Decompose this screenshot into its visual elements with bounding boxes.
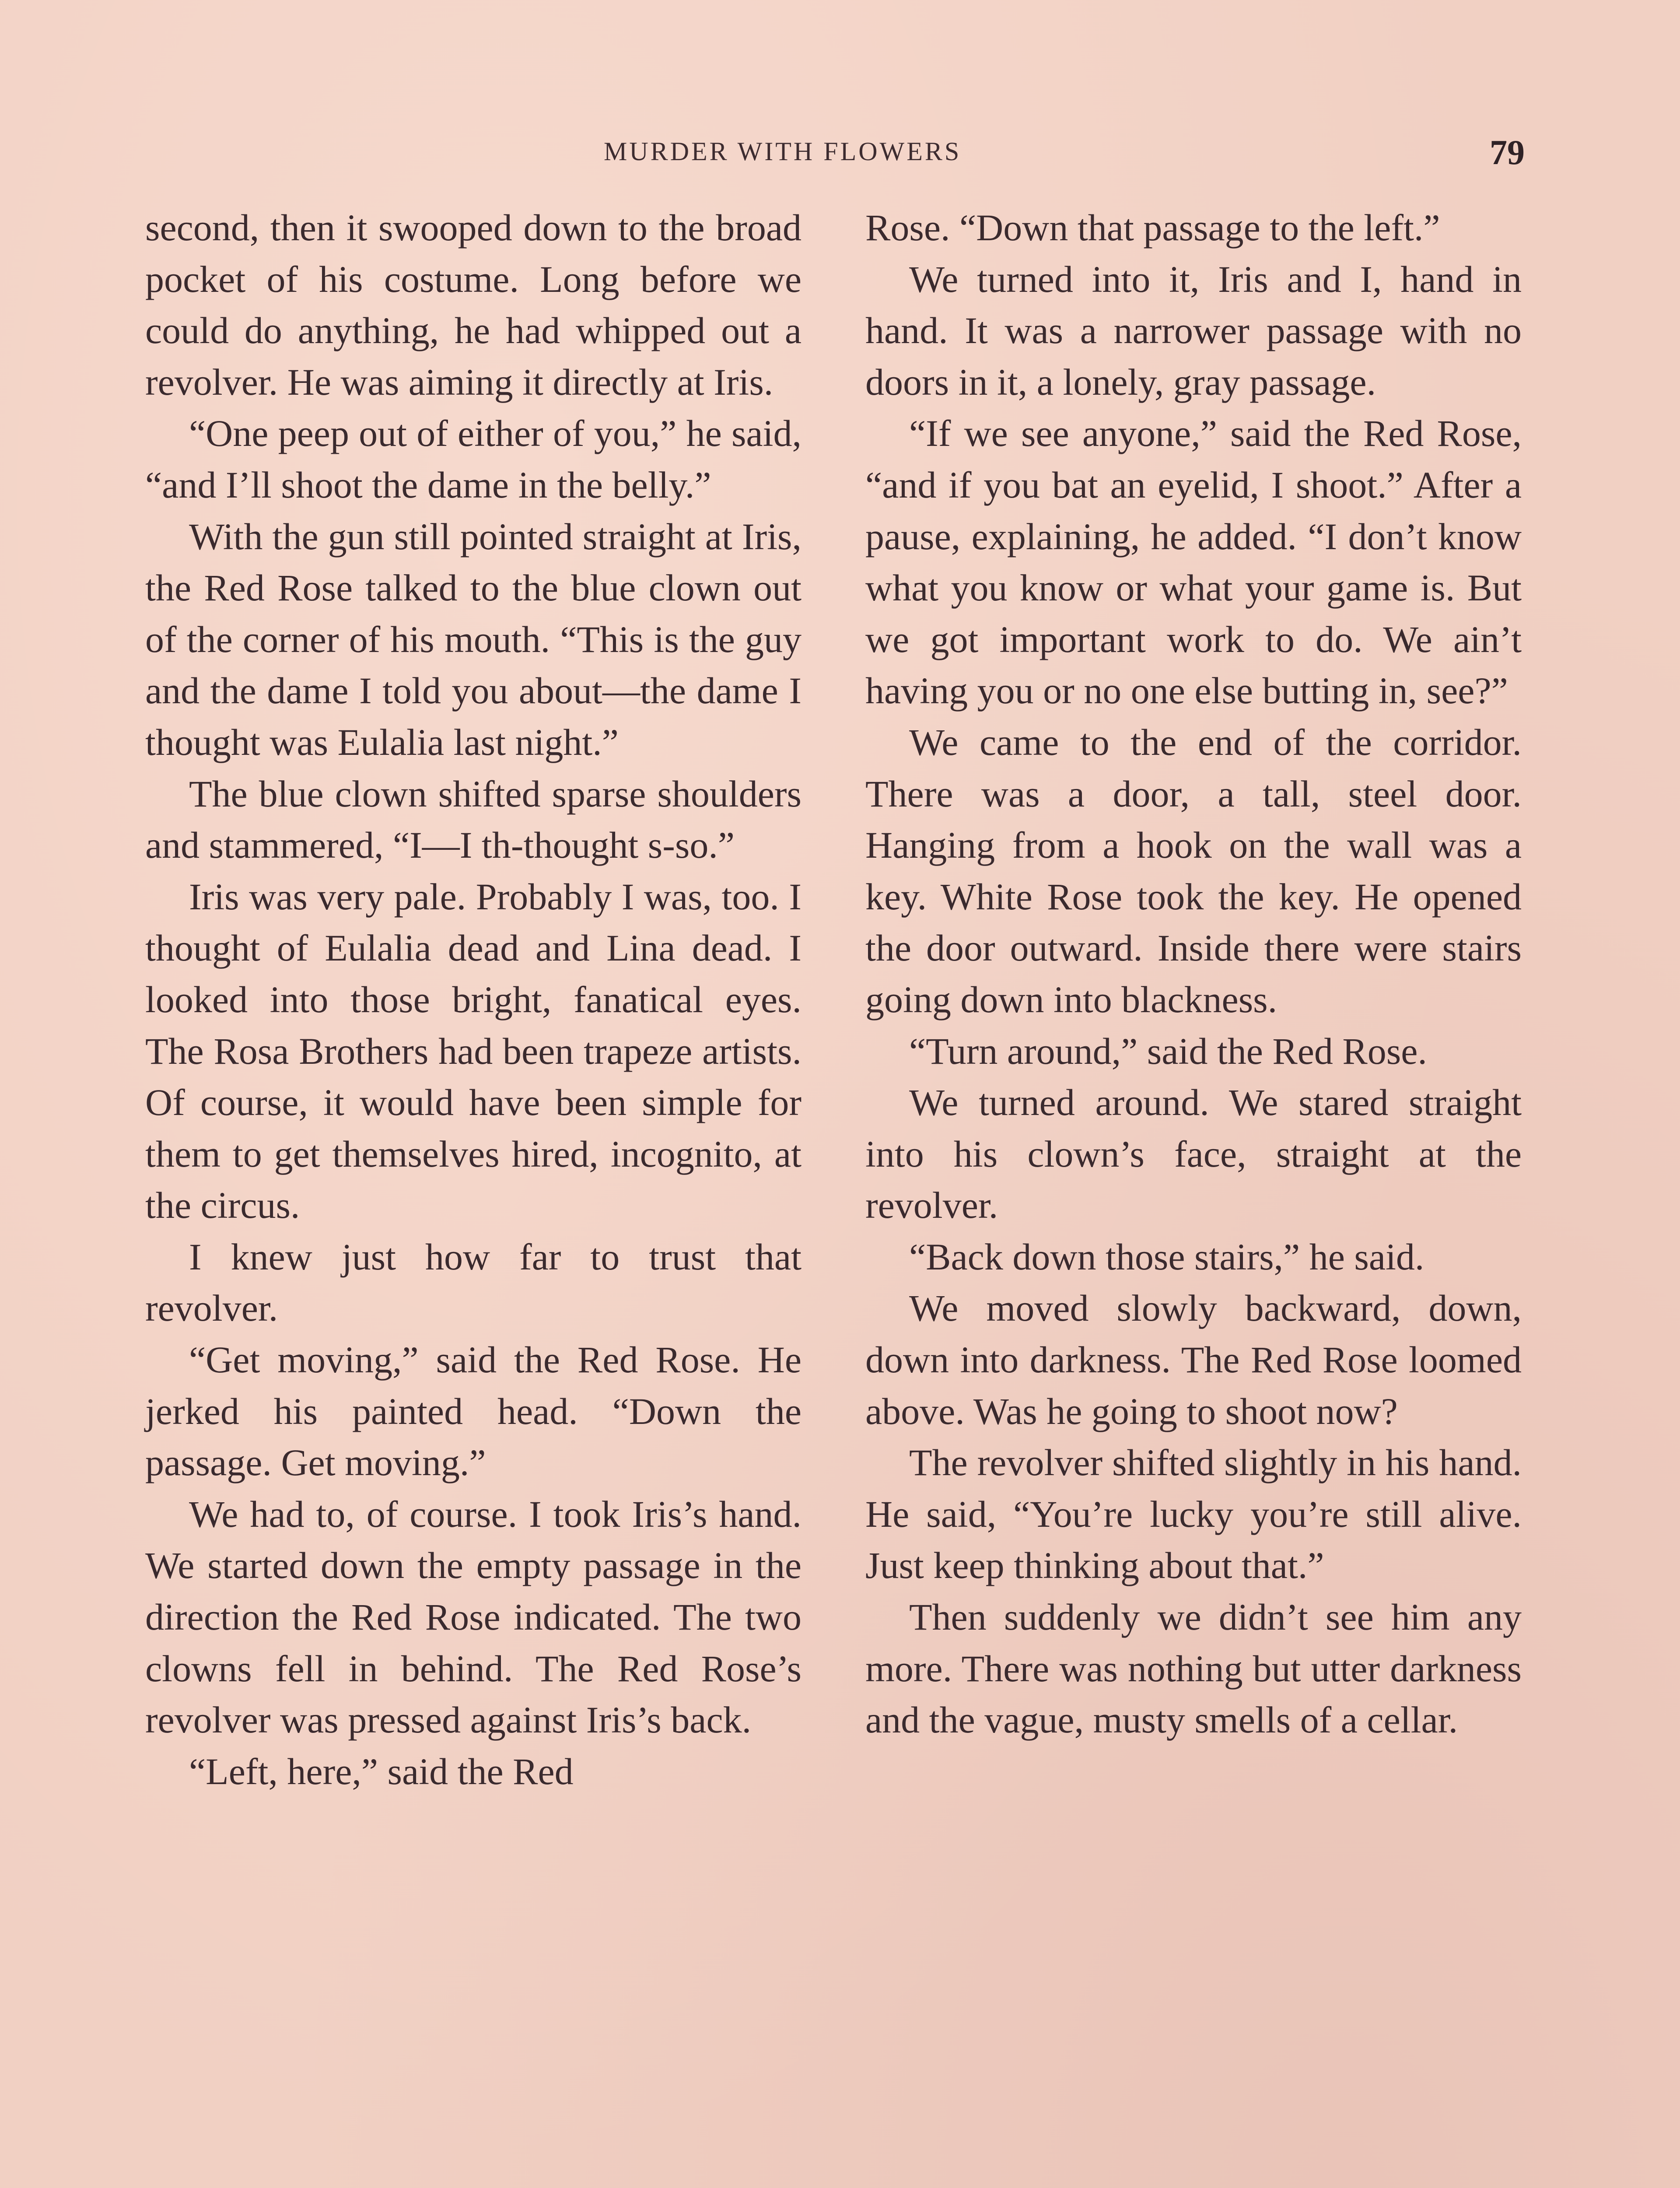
paragraph: The revolver shifted slightly in his hand. He said, “You’re lucky you’re still alive. Just keep thinking about that.” [865, 1441, 1522, 1587]
paragraph: Iris was very pale. Probably I was, too. I thought of Eulalia dead and Lina dead. I looked into those bright, fanatical eyes. The Rosa Brothers had been trapeze artists. Of course, it would have been simple for them to get themselves hired, incognito, at the circus. [145, 875, 802, 1227]
paragraph: “Get moving,” said the Red Rose. He jerked his painted head. “Down the passage. Get moving.” [145, 1339, 802, 1484]
paragraph: The blue clown shifted sparse shoulders and stammered, “I—I th-thought s-so.” [145, 772, 802, 866]
paragraph: I knew just how far to trust that revolver. [145, 1235, 802, 1329]
paragraph: “If we see anyone,” said the Red Rose, “and if you bat an eyelid, I shoot.” After a pause, explaining, he added. “I don’t know what you know or what your game is. But we got important work to do. We ain’t having you or no one else butting in, see?” [865, 412, 1522, 712]
paragraph: We turned into it, Iris and I, hand in hand. It was a narrower passage with no doors in it, a lonely, gray passage. [865, 258, 1522, 403]
running-header [0, 133, 1680, 172]
paragraph: We had to, of course. I took Iris’s hand. We started down the empty passage in the direction the Red Rose indicated. The two clowns fell in behind. The Red Rose’s revolver was pressed against Iris’s back. [145, 1493, 802, 1741]
paragraph: We turned around. We stared straight into his clown’s face, straight at the revolver. [865, 1081, 1522, 1227]
paragraph: We came to the end of the corridor. There was a door, a tall, steel door. Hanging from a hook on the wall was a key. White Rose took the key. He opened the door outward. Inside there were stairs going down into blackness. [865, 721, 1522, 1020]
left-column [145, 202, 802, 1797]
paragraph: We moved slowly backward, down, down into darkness. The Red Rose loomed above. Was he going to shoot now? [865, 1287, 1522, 1432]
paragraph: “Back down those stairs,” he said. [909, 1235, 1424, 1278]
paragraph: “Left, here,” said the Red [189, 1750, 574, 1792]
page-number: 79 [1490, 133, 1525, 172]
paragraph: second, then it swooped down to the broad pocket of his costume. Long before we could do anything, he had whipped out a revolver. He was aiming it directly at Iris. [145, 207, 802, 403]
paragraph: Rose. “Down that passage to the left.” [865, 207, 1440, 249]
right-column [865, 202, 1522, 1746]
running-title: MURDER WITH FLOWERS [604, 137, 962, 166]
paragraph: With the gun still pointed straight at Iris, the Red Rose talked to the blue clown out of the corner of his mouth. “This is the guy and the dame I told you about—the dame I thought was Eulalia last night.” [145, 515, 802, 763]
paragraph: “Turn around,” said the Red Rose. [909, 1030, 1427, 1072]
paragraph: Then suddenly we didn’t see him any more. There was nothing but utter darkness and the vague, musty smells of a cellar. [865, 1596, 1522, 1741]
paragraph: “One peep out of either of you,” he said, “and I’ll shoot the dame in the belly.” [145, 412, 802, 506]
